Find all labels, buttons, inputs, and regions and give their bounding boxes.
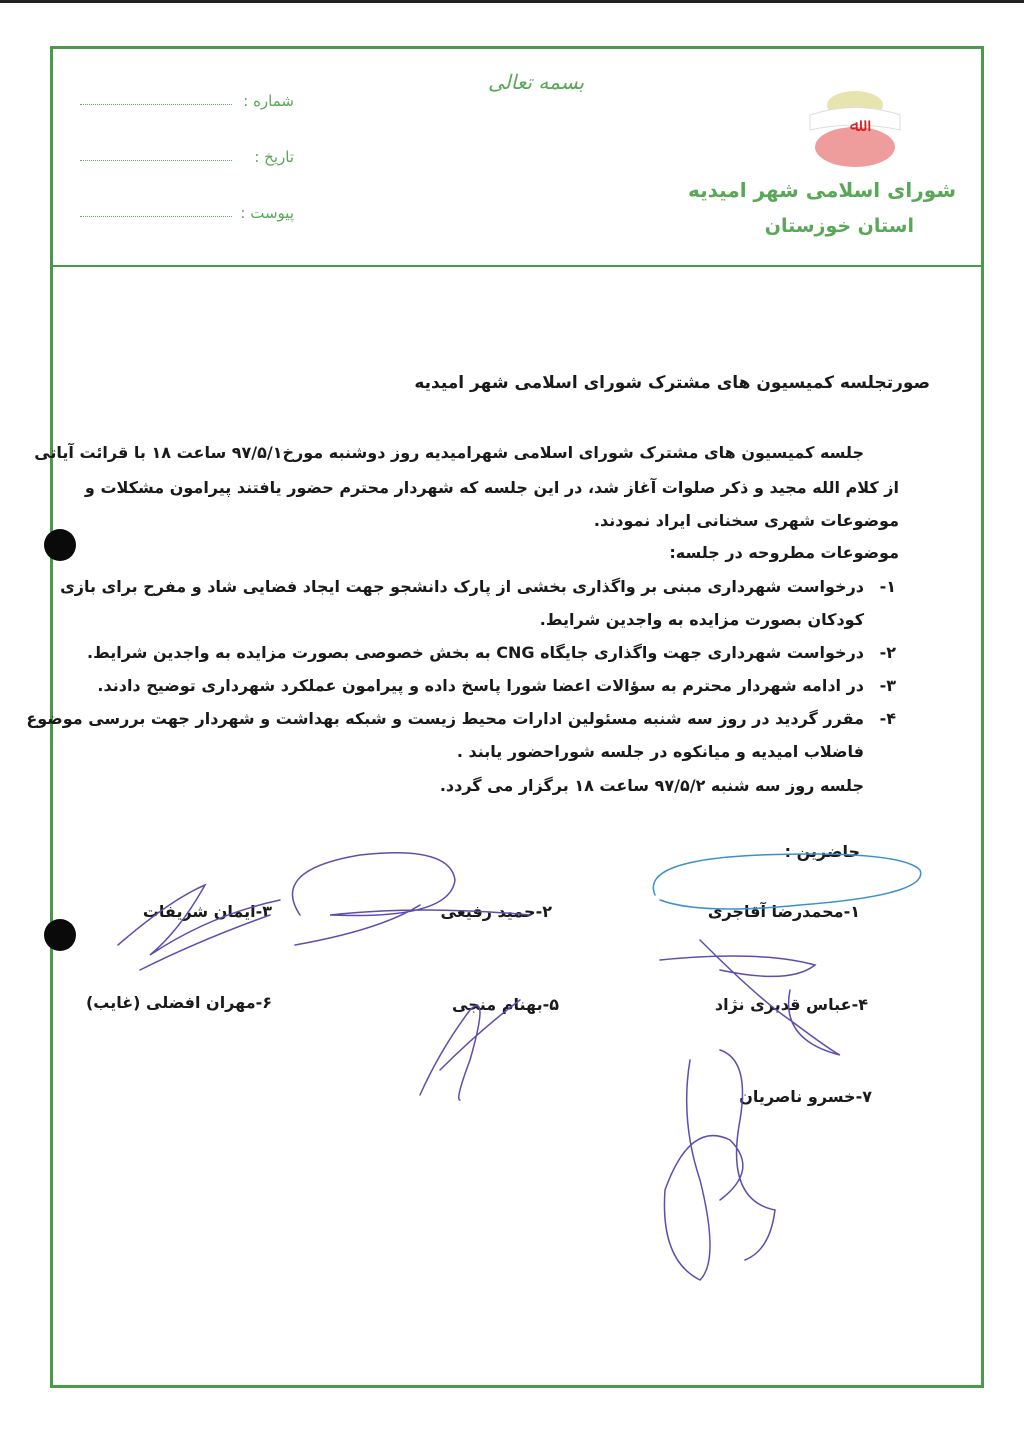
intro-line: موضوعات شهری سخنانی ایراد نمودند. (593, 511, 899, 530)
scan-edge (0, 0, 1024, 3)
item-text: مقرر گردید در روز سه شنبه مسئولین ادارات محیط زیست و شبکه بهداشت و شهردار جهت بررسی موضوع (26, 709, 864, 728)
topics-heading: موضوعات مطروحه در جلسه: (669, 543, 899, 562)
attendee: ۵-بهنام منجی (452, 995, 559, 1014)
item-text: در ادامه شهردار محترم به سؤالات اعضا شورا پاسخ داده و پیرامون عملکرد شهرداری توضیح دادند. (97, 676, 864, 695)
svg-text:ﷲ: ﷲ (849, 115, 861, 136)
item-number: ۴- (879, 709, 896, 728)
item-text: درخواست شهرداری مبنی بر واگذاری بخشی از پارک دانشجو جهت ایجاد فضایی شاد و مفرح برای بازی (60, 577, 864, 596)
document-title: صورتجلسه کمیسیون های مشترک شورای اسلامی شهر امیدیه (414, 373, 930, 393)
item-text: کودکان بصورت مزایده به واجدین شرایط. (539, 610, 864, 629)
punch-hole (44, 919, 76, 951)
punch-hole (44, 529, 76, 561)
emblem-logo (800, 85, 910, 170)
attendee: ۳-ایمان شریفات (142, 902, 272, 921)
date-label: تاریخ : (254, 148, 294, 166)
date-field (80, 160, 232, 161)
item-text: درخواست شهرداری جهت واگذاری جایگاه CNG به بخش خصوصی بصورت مزایده به واجدین شرایط. (87, 643, 864, 662)
item-number: ۳- (879, 676, 896, 695)
attendee: ۲-حمید رفیعی (440, 902, 552, 921)
attendee: ۷-خسرو ناصریان (739, 1087, 872, 1106)
province-name: استان خوزستان (764, 215, 914, 237)
attendee: ۶-مهران افضلی (غایب) (85, 993, 272, 1012)
item-text: فاضلاب امیدیه و میانکوه در جلسه شوراحضور یابند . (456, 742, 864, 761)
org-name: شورای اسلامی شهر امیدیه (687, 178, 956, 202)
next-meeting: جلسه روز سه شنبه ۹۷/۵/۲ ساعت ۱۸ برگزار می گردد. (439, 776, 864, 795)
item-number: ۲- (879, 643, 896, 662)
attendee: ۴-عباس قدیری نژاد (714, 995, 868, 1014)
bismillah: بسمه تعالی (488, 70, 585, 94)
attachment-label: پیوست : (240, 204, 294, 222)
intro-line: جلسه کمیسیون های مشترک شورای اسلامی شهرامیدیه روز دوشنبه مورخ۹۷/۵/۱ ساعت ۱۸ با قرائت آیاتی (34, 443, 864, 462)
attendee: ۱-محمدرضا آقاجری (707, 902, 860, 921)
header-divider (53, 265, 981, 267)
number-field (80, 104, 232, 105)
number-label: شماره : (243, 92, 294, 110)
attachment-field (80, 216, 232, 217)
attendees-heading: حاضرین : (784, 842, 860, 861)
item-number: ۱- (879, 577, 896, 596)
intro-line: از کلام الله مجید و ذکر صلوات آغاز شد، در این جلسه که شهردار محترم حضور یافتند پیرامون مشکلات و (84, 478, 899, 497)
